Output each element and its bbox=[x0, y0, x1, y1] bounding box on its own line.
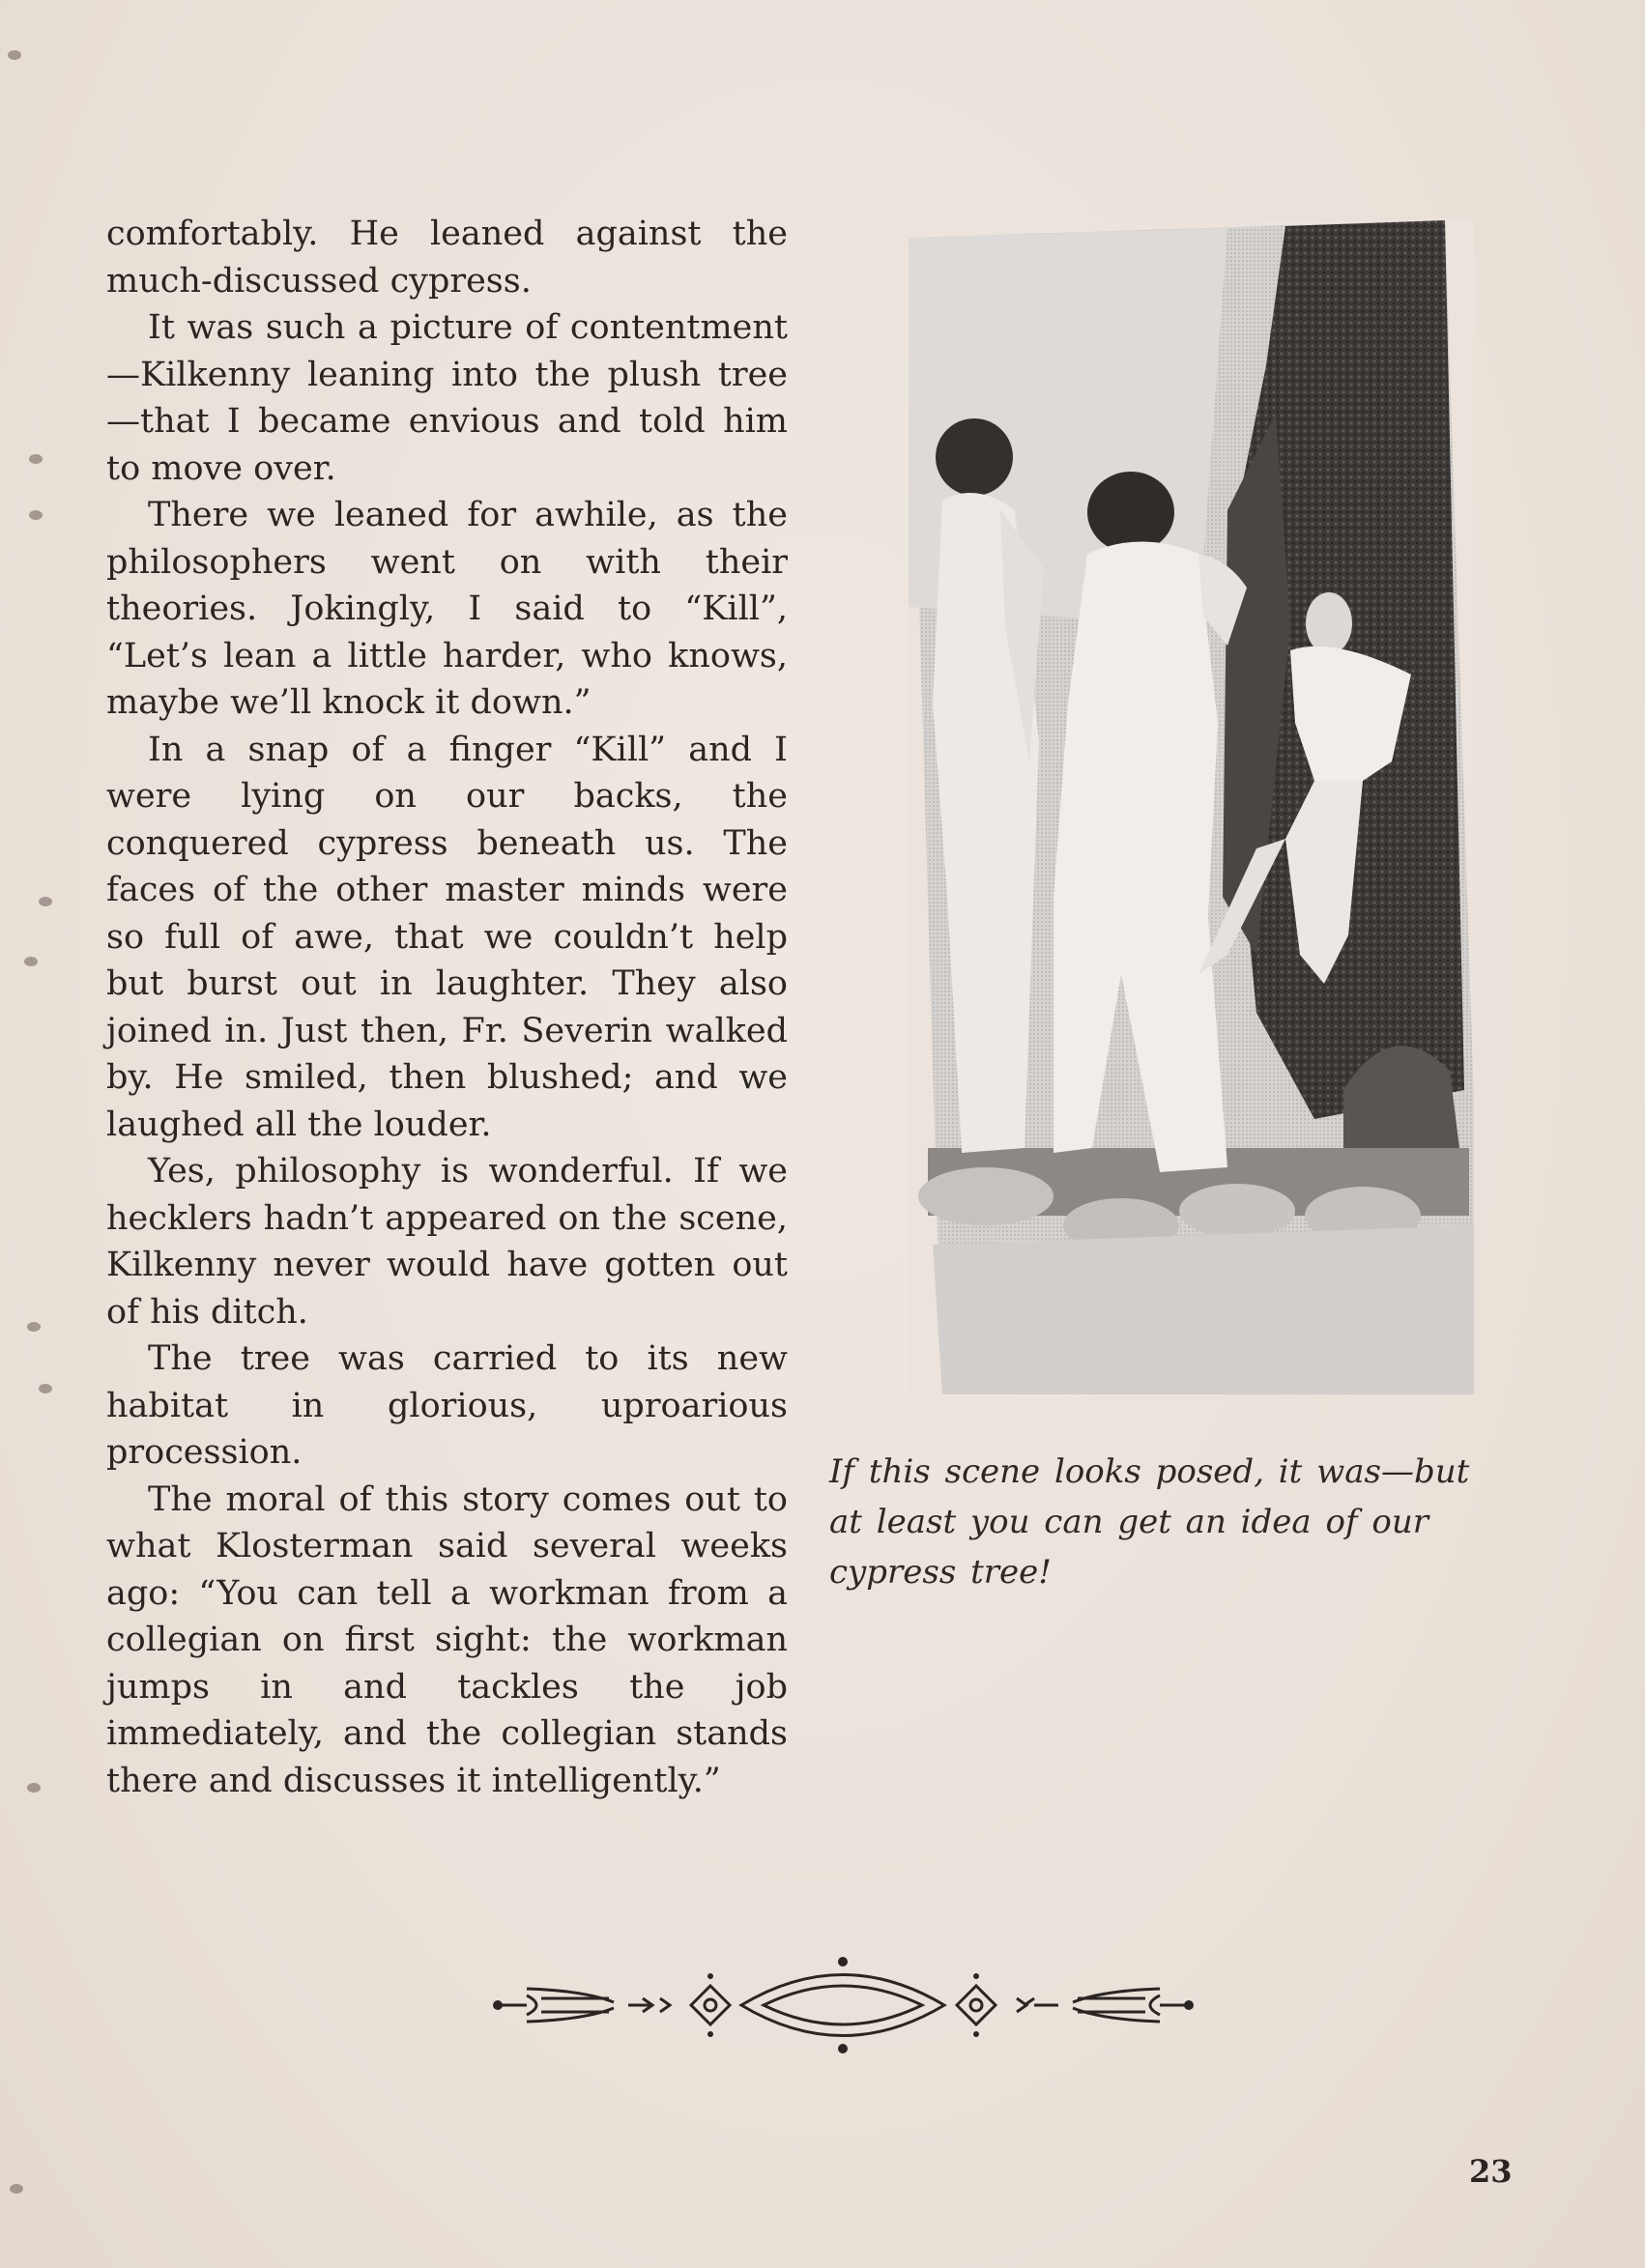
article-paragraph: The tree was carried to its new habitat in glorious, uproarious procession. bbox=[106, 1339, 788, 1472]
article-paragraph: It was such a picture of contentment—Kilkenny leaning into the plush tree—that I became envious and told him to move over. bbox=[106, 308, 788, 488]
punch-mark bbox=[27, 1322, 41, 1332]
decorative-ornament bbox=[488, 1952, 1198, 2058]
article-paragraph: There we leaned for awhile, as the philosophers went on with their theories. Jokingly, I said to “Kill”, “Let’s lean a little harder, who knows, maybe we’ll knock it down.” bbox=[106, 496, 788, 722]
punch-mark bbox=[27, 1783, 41, 1793]
flourish-icon bbox=[488, 1952, 1198, 2058]
punch-mark bbox=[8, 50, 21, 60]
article-paragraph: Yes, philosophy is wonderful. If we hecklers hadn’t appeared on the scene, Kilkenny never would have gotten out of his ditch. bbox=[106, 1152, 788, 1332]
article-paragraph: The moral of this story comes out to what Klosterman said several weeks ago: “You can tell a workman from a collegian on first sight: the workman jumps in and tackles the job immediately, and the collegian stands there and discusses it intelligently.” bbox=[106, 1479, 788, 1800]
article-text-column bbox=[106, 211, 788, 1804]
article-paragraph: comfortably. He leaned against the much-discussed cypress. bbox=[106, 215, 788, 301]
punch-mark bbox=[29, 454, 43, 464]
photo-caption: If this scene looks posed, it was—but at least you can get an idea of our cypress tree! bbox=[829, 1452, 1470, 1592]
punch-mark bbox=[29, 510, 43, 520]
punch-mark bbox=[39, 897, 52, 906]
article-paragraph: In a snap of a finger “Kill” and I were lying on our backs, the conquered cypress beneath us. The faces of the other master minds were so full of awe, that we couldn’t help but burst out in laughter. They also joined in. Just then, Fr. Severin walked by. He smiled, then blushed; and we laughed all the louder. bbox=[106, 730, 788, 1144]
punch-mark bbox=[39, 1384, 52, 1393]
punch-mark bbox=[24, 957, 38, 966]
photo-illustration bbox=[909, 220, 1474, 1394]
cypress-tree-photo bbox=[909, 220, 1474, 1394]
punch-mark bbox=[10, 2184, 23, 2194]
page-number: 23 bbox=[1469, 2153, 1513, 2190]
